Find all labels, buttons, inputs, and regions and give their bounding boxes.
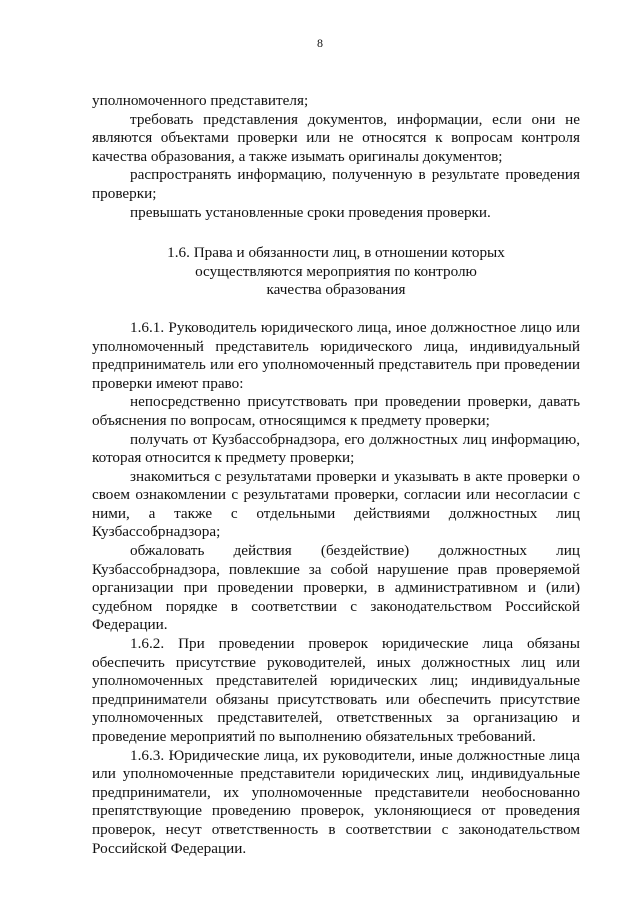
paragraph: 1.6.1. Руководитель юридического лица, иное должностное лицо или уполномоченный представитель юридического лица, индивидуальный предприниматель или его уполномоченный представитель при проведении проверки имеют право: [92,318,580,392]
paragraph: обжаловать действия (бездействие) должностных лиц Кузбассобрнадзора, повлекшие за собой нарушение прав проверяемой организации при проведении проверки, в административном и (или) судебном порядке в соответствии с законодательством Российской Федерации. [92,542,580,634]
paragraph: распространять информацию, полученную в результате проведения проверки; [92,166,580,202]
paragraph: требовать представления документов, информации, если они не являются объектами проверки или не относятся к вопросам контроля качества образования, а также изымать оригиналы документов; [92,110,580,165]
text-block-prohibitions [92,92,580,858]
section-heading [92,244,580,300]
paragraph: 1.6.3. Юридические лица, их руководители, иные должностные лица или уполномоченные представители юридических лиц, индивидуальные предприниматели, их уполномоченные представители необоснованно препятствующие проведению проверок, уклоняющиеся от проведения проверок, несут ответственность в соответствии с законодательством Российской Федерации. [92,746,580,857]
paragraph: знакомиться с результатами проверки и указывать в акте проверки о своем ознакомлении с результатами проверки, согласии или несогласии с ними, а также с отдельными действиями должностных лиц Кузбассобрнадзора; [92,467,580,541]
paragraph: непосредственно присутствовать при проведении проверки, давать объяснения по вопросам, относящимся к предмету проверки; [92,393,580,429]
section-heading-line: 1.6. Права и обязанности лиц, в отношении которых [167,244,505,262]
paragraph: превышать установленные сроки проведения проверки. [130,203,491,221]
section-heading-line: качества образования [266,281,406,299]
paragraph: уполномоченного представителя; [92,92,309,109]
paragraph: 1.6.2. При проведении проверок юридические лица обязаны обеспечить присутствие руководителей, иных должностных лиц или уполномоченных представителей юридических лиц; индивидуальные предприниматели обязаны присутствовать или обеспечить присутствие уполномоченных представителей, ответственных за организацию и проведение мероприятий по выполнению обязательных требований. [92,635,580,745]
section-heading-line: осуществляются мероприятия по контролю [195,262,477,280]
paragraph: получать от Кузбассобрнадзора, его должностных лиц информацию, которая относится к предмету проверки; [92,430,580,467]
page-number: 8 [317,36,323,50]
